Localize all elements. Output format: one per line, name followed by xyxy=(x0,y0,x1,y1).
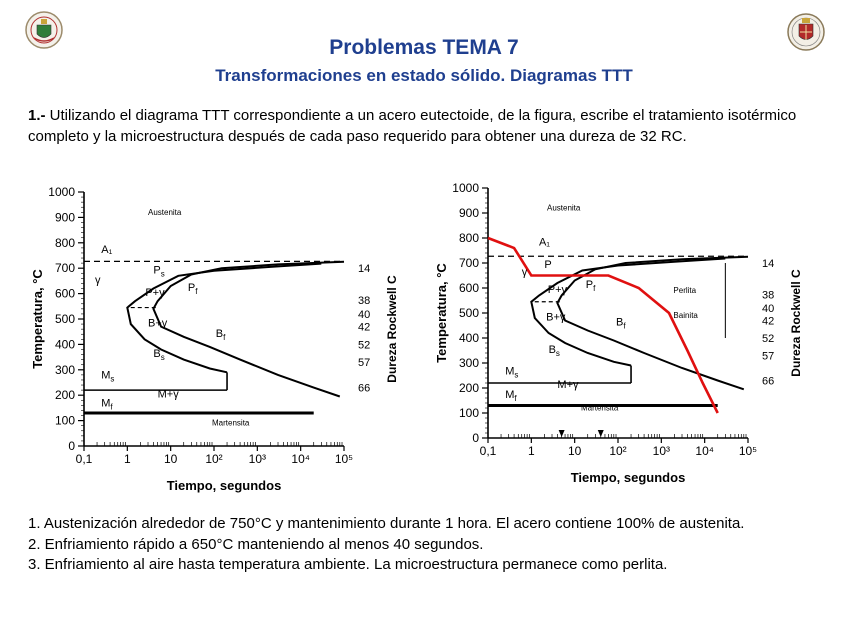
region-label: $B_f$ xyxy=(215,327,226,342)
region-label: $P_f$ xyxy=(585,279,596,293)
x-tick-label: 1 xyxy=(123,452,131,466)
region-label: Martensita xyxy=(212,418,250,428)
region-label: $M_s$ xyxy=(101,369,115,384)
x-tick-label: 10⁵ xyxy=(334,452,354,466)
page-subtitle: Transformaciones en estado sólido. Diagramas TTT xyxy=(215,66,633,85)
region-label: $M_f$ xyxy=(505,389,517,403)
y-axis-title: Temperatura, °C xyxy=(30,269,45,369)
x-tick-label: 10⁴ xyxy=(291,452,310,466)
hardness-tick-label: 57 xyxy=(762,350,775,363)
region-label: M+γ xyxy=(557,379,579,391)
x-tick-label: 10³ xyxy=(652,444,671,458)
y-tick-label: 800 xyxy=(54,235,75,250)
region-label: A₁ xyxy=(101,243,113,256)
y2-axis-title: Dureza Rockwell C xyxy=(789,269,803,377)
grid-lines xyxy=(84,261,370,413)
y-tick-label: 0 xyxy=(472,431,479,445)
y-tick-label: 200 xyxy=(54,388,75,403)
hardness-tick-label: 38 xyxy=(762,289,775,302)
y-tick-label: 700 xyxy=(458,256,479,270)
region-label: $B_s$ xyxy=(153,348,165,363)
y-tick-label: 600 xyxy=(458,281,479,295)
problem-number: 1.- xyxy=(28,107,46,124)
x-axis-title: Tiempo, segundos xyxy=(166,478,282,493)
hardness-tick-label: 38 xyxy=(358,294,371,307)
hardness-tick-label: 40 xyxy=(762,303,775,315)
labels xyxy=(95,208,250,428)
region-label: Austenita xyxy=(148,207,182,217)
hardness-tick-label: 52 xyxy=(358,339,371,352)
treatment-path xyxy=(488,238,718,413)
region-label: Martensita xyxy=(580,403,619,413)
y-tick-label: 500 xyxy=(458,306,479,320)
y-tick-label: 900 xyxy=(54,210,75,225)
region-label: M+γ xyxy=(157,388,179,401)
y-tick-label: 1000 xyxy=(48,185,75,199)
axes-frame xyxy=(30,185,399,493)
region-label: B+γ xyxy=(546,311,566,324)
region-label: $P_s$ xyxy=(153,264,165,279)
grid-lines xyxy=(488,256,774,405)
y-tick-label: 400 xyxy=(54,337,75,352)
region-label: $P_f$ xyxy=(187,282,198,297)
y-tick-label: 700 xyxy=(54,261,75,276)
region-label: γ xyxy=(95,274,101,287)
x-axis-title: Tiempo, segundos xyxy=(570,470,686,485)
x-tick-label: 0,1 xyxy=(479,444,497,458)
y2-axis-title: Dureza Rockwell C xyxy=(385,275,399,383)
y-tick-label: 100 xyxy=(458,406,479,420)
y-tick-label: 500 xyxy=(54,312,75,326)
y-tick-label: 600 xyxy=(54,286,75,301)
y-tick-label: 800 xyxy=(458,231,479,245)
region-label: $B_f$ xyxy=(616,316,626,331)
hardness-tick-label: 57 xyxy=(358,357,371,370)
x-tick-label: 10² xyxy=(609,444,627,458)
problem-text: Utilizando el diagrama TTT correspondiente a un acero eutectoide, de la figura, escribe el tratamiento isotérmico completo y la microestructura después de cada paso requerido para obtener una dureza de 32 RC. xyxy=(28,107,797,145)
finish-curve xyxy=(153,262,344,397)
hardness-tick-label: 52 xyxy=(762,333,775,345)
x-tick-label: 0,1 xyxy=(75,452,93,466)
x-tick-label: 10⁴ xyxy=(695,444,714,458)
region-label: P xyxy=(544,259,552,271)
y-tick-label: 100 xyxy=(54,413,75,428)
y-tick-label: 300 xyxy=(458,356,479,370)
region-label: $M_f$ xyxy=(101,397,113,412)
hardness-tick-label: 42 xyxy=(358,321,371,334)
y-tick-label: 900 xyxy=(458,206,479,220)
region-label: P+γ xyxy=(547,284,568,296)
hardness-tick-label: 14 xyxy=(762,258,775,270)
answer-step-2: 2. Enfriamiento rápido a 650°C manteniendo al menos 40 segundos. xyxy=(28,535,484,553)
labels xyxy=(505,204,725,438)
region-label: $M_s$ xyxy=(505,365,519,380)
y-tick-label: 300 xyxy=(54,362,75,377)
region-label: Perlita xyxy=(673,286,697,295)
y-axis-title: Temperatura, °C xyxy=(434,263,449,363)
answer-step-3: 3. Enfriamiento al aire hasta temperatura ambiente. La microestructura permanece como perlita. xyxy=(28,556,668,573)
y-tick-label: 0 xyxy=(68,439,75,453)
ttt-diagram-right xyxy=(432,178,812,496)
region-label: Bainita xyxy=(673,311,698,320)
region-label: γ xyxy=(521,266,528,279)
page-title: Problemas TEMA 7 xyxy=(329,36,519,59)
x-tick-label: 10² xyxy=(205,452,223,466)
y-tick-label: 400 xyxy=(458,331,479,345)
y-tick-label: 1000 xyxy=(452,181,479,195)
hardness-tick-label: 42 xyxy=(762,315,775,328)
region-label: P+γ xyxy=(145,287,165,300)
x-tick-label: 10 xyxy=(163,452,178,466)
arrow-down-icon xyxy=(559,430,565,437)
region-label: $B_s$ xyxy=(548,344,560,358)
problem-statement xyxy=(28,106,828,147)
region-label: B+γ xyxy=(148,317,168,330)
x-tick-label: 10⁵ xyxy=(738,444,758,458)
x-tick-label: 1 xyxy=(527,444,535,458)
x-tick-label: 10 xyxy=(567,444,582,458)
hardness-tick-label: 66 xyxy=(762,375,775,388)
x-tick-label: 10³ xyxy=(248,452,267,466)
region-label: Austenita xyxy=(547,203,581,213)
region-label: A₁ xyxy=(538,236,551,249)
hardness-tick-label: 66 xyxy=(358,382,371,395)
y-tick-label: 200 xyxy=(458,381,479,395)
hardness-tick-label: 14 xyxy=(358,263,371,276)
answers-list xyxy=(28,514,838,576)
hardness-tick-label: 40 xyxy=(358,308,371,321)
arrow-down-icon xyxy=(598,430,604,437)
ttt-diagram-left xyxy=(28,182,408,504)
answer-step-1: 1. Austenización alrededor de 750°C y mantenimiento durante 1 hora. El acero contiene 100% de austenita. xyxy=(28,515,745,532)
axes-frame xyxy=(434,181,803,485)
